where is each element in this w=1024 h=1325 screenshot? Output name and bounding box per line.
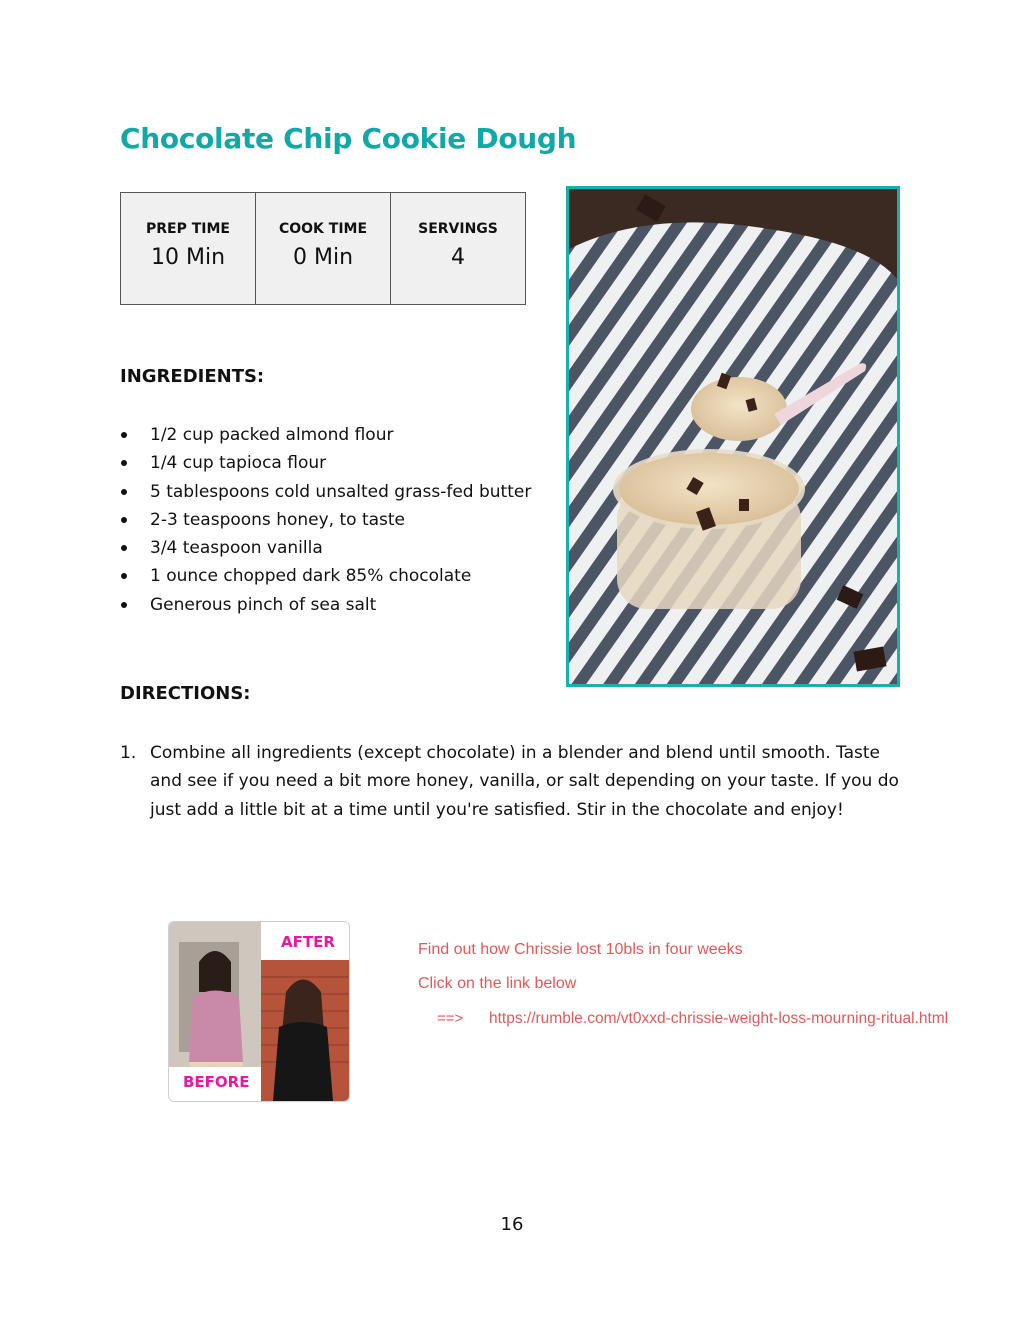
- ingredient-item: 1/4 cup tapioca flour: [120, 449, 531, 477]
- ingredient-item: Generous pinch of sea salt: [120, 591, 531, 619]
- ingredient-item: 1 ounce chopped dark 85% chocolate: [120, 562, 531, 590]
- direction-step: [120, 739, 910, 824]
- directions-list: [120, 739, 910, 824]
- recipe-stats-table: [120, 192, 526, 305]
- ingredient-item: 1/2 cup packed almond flour: [120, 421, 531, 449]
- after-label: AFTER: [281, 933, 335, 951]
- promo-line-2: Click on the link below: [418, 975, 577, 992]
- cook-time-label: COOK TIME: [278, 221, 368, 237]
- promo-link[interactable]: https://rumble.com/vt0xxd-chrissie-weight-loss-mourning-ritual.html: [489, 1010, 949, 1027]
- directions-heading: DIRECTIONS:: [120, 683, 251, 704]
- servings-value: 4: [451, 245, 465, 270]
- ingredients-heading: INGREDIENTS:: [120, 366, 265, 387]
- servings-label: SERVINGS: [418, 221, 498, 237]
- ingredients-list: [120, 421, 531, 619]
- prep-time-value: 10 Min: [150, 245, 226, 270]
- ingredient-item: 5 tablespoons cold unsalted grass-fed butter: [120, 478, 531, 506]
- cook-time-cell: [256, 193, 391, 304]
- before-after-photo: [169, 922, 349, 1101]
- promo-line-1: Find out how Chrissie lost 10bls in four weeks: [418, 941, 743, 958]
- promo-arrow: ==>: [437, 1010, 464, 1027]
- ingredient-item: 3/4 teaspoon vanilla: [120, 534, 531, 562]
- prep-time-label: PREP TIME: [146, 221, 230, 237]
- recipe-title: Chocolate Chip Cookie Dough: [120, 122, 577, 155]
- recipe-photo: [566, 186, 900, 687]
- step-text: Combine all ingredients (except chocolate) in a blender and blend until smooth. Taste and see if you need a bit more honey, vanilla, or salt depending on your taste. If you do just add a little bit at a time until you're satisfied. Stir in the chocolate and enjoy!: [150, 743, 899, 820]
- before-after-image[interactable]: [168, 921, 350, 1102]
- before-label: BEFORE: [183, 1073, 250, 1091]
- page-number: 16: [500, 1214, 524, 1235]
- step-number: 1.: [120, 743, 137, 763]
- servings-cell: [391, 193, 525, 304]
- prep-time-cell: [121, 193, 256, 304]
- cook-time-value: 0 Min: [292, 245, 354, 270]
- cookie-dough-jar-image: [569, 189, 897, 684]
- ingredient-item: 2-3 teaspoons honey, to taste: [120, 506, 531, 534]
